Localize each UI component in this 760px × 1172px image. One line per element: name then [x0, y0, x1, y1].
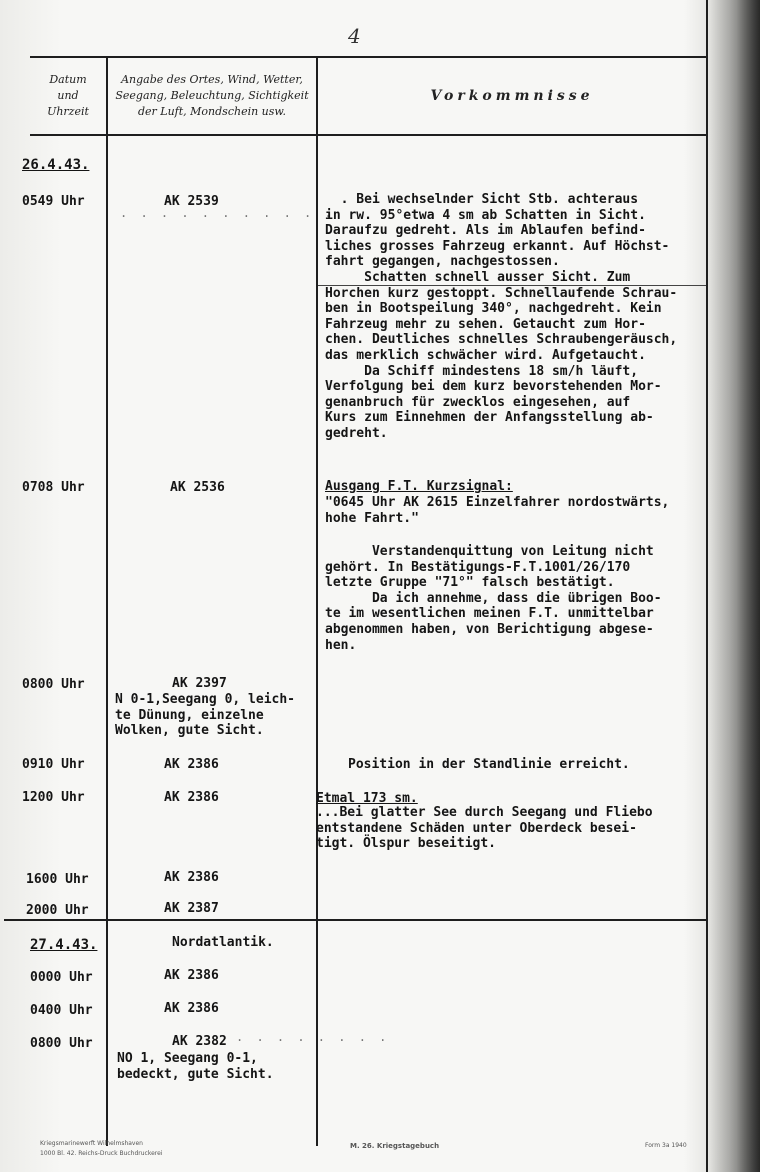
event-text-block [325, 495, 669, 526]
event-text: Position in der Standlinie erreicht. [348, 757, 630, 772]
header-place-col [108, 72, 316, 120]
event-title: Ausgang F.T. Kurzsignal: [325, 479, 513, 494]
footer-printer-line: 1000 Bl. 42. Reichs-Druck Buchdruckerei [40, 1150, 163, 1157]
event-line: gedreht. [325, 425, 388, 441]
event-line: gehört. In Bestätigungs-F.T.1001/26/170 [325, 559, 631, 575]
header-date-line: Uhrzeit [47, 105, 89, 118]
time-entry: 0549 Uhr [22, 194, 85, 209]
weather-line: Wolken, gute Sicht. [115, 723, 264, 739]
header-date-line: und [57, 89, 79, 102]
event-text-block [325, 544, 662, 653]
time-entry: 2000 Uhr [26, 903, 89, 918]
event-line: das merklich schwächer wird. Aufgetaucht. [325, 347, 646, 363]
event-line: . Bei wechselnder Sicht Stb. achteraus [325, 192, 639, 207]
area-entry: Nordatlantik. [172, 935, 274, 950]
event-line: in rw. 95°etwa 4 sm ab Schatten in Sicht. [325, 207, 646, 223]
time-entry: 0708 Uhr [22, 480, 85, 495]
position-entry: AK 2536 [170, 480, 225, 495]
time-entry: 1600 Uhr [26, 872, 89, 887]
time-entry: 0800 Uhr [22, 677, 85, 692]
event-line: hohe Fahrt." [325, 510, 419, 526]
table-top-rule [30, 56, 708, 58]
event-line: Verstandenquittung von Leitung nicht [325, 544, 654, 559]
column-divider-3 [706, 0, 708, 1172]
position-entry: AK 2397 [172, 676, 227, 691]
event-line: Da ich annehme, dass die übrigen Boo- [325, 590, 662, 606]
event-line: Da Schiff mindestens 18 sm/h läuft, [325, 363, 639, 379]
scan-edge-shadow [708, 0, 760, 1172]
weather-line: bedeckt, gute Sicht. [117, 1066, 274, 1082]
event-line: ...Bei glatter See durch Seegang und Fliebo [316, 805, 653, 820]
column-divider-1 [106, 56, 108, 1146]
event-line: Fahrzeug mehr zu sehen. Getaucht zum Hor- [325, 316, 646, 332]
footer-form-title: M. 26. Kriegstagebuch [350, 1142, 440, 1150]
time-entry: 0000 Uhr [30, 970, 93, 985]
event-text-block [325, 192, 677, 442]
header-bottom-rule [30, 134, 708, 136]
page-number: 4 [348, 24, 361, 48]
event-line: letzte Gruppe "71°" falsch bestätigt. [325, 575, 615, 591]
event-line: genanbruch für zwecklos eingesehen, auf [325, 394, 631, 410]
time-entry: 1200 Uhr [22, 790, 85, 805]
weather-text-block [115, 692, 295, 739]
header-date-line: Datum [49, 73, 87, 86]
event-line: ben in Bootspeilung 340°, nachgedreht. Kein [325, 301, 662, 317]
event-line: chen. Deutliches schnelles Schraubengeräusch, [325, 332, 678, 348]
position-entry: AK 2386 [164, 1001, 219, 1016]
event-line: liches grosses Fahrzeug erkannt. Auf Höchst- [325, 238, 670, 254]
event-line: Daraufzu gedreht. Als im Ablaufen befind- [325, 223, 646, 239]
faint-dots: . . . . . . . . . . . [120, 206, 335, 220]
event-line: Kurs zum Einnehmen der Anfangsstellung ab- [325, 410, 654, 426]
date-entry: 27.4.43. [30, 937, 98, 953]
event-line: "0645 Uhr AK 2615 Einzelfahrer nordostwärts, [325, 495, 670, 510]
header-date-col [30, 72, 106, 120]
event-line: abgenommen haben, von Berichtigung abgese- [325, 621, 654, 637]
weather-text-block [117, 1051, 274, 1082]
event-title: Etmal 173 sm. [316, 791, 418, 806]
position-entry: AK 2386 [164, 870, 219, 885]
weather-line: te Dünung, einzelne [115, 707, 264, 723]
event-line: Horchen kurz gestoppt. Schnellaufende Schrau- [325, 285, 678, 301]
footer-printer-line: Kriegsmarinewerft Wilhelmshaven [40, 1140, 143, 1147]
position-entry: AK 2387 [164, 901, 219, 916]
faint-dots: . . . . . . . . [236, 1030, 390, 1044]
event-line: fahrt gegangen, nachgestossen. [325, 254, 560, 270]
header-place-line: der Luft, Mondschein usw. [137, 105, 287, 118]
event-line: tigt. Ölspur beseitigt. [316, 836, 497, 852]
position-entry: AK 2539 [164, 194, 219, 209]
event-line: hen. [325, 637, 357, 653]
day-divider-rule [4, 919, 708, 921]
position-entry: AK 2386 [164, 757, 219, 772]
weather-line: NO 1, Seegang 0-1, [117, 1051, 258, 1066]
weather-line: N 0-1,Seegang 0, leich- [115, 692, 296, 707]
time-entry: 0910 Uhr [22, 757, 85, 772]
header-place-line: Seegang, Beleuchtung, Sichtigkeit [115, 89, 309, 102]
position-entry: AK 2386 [164, 968, 219, 983]
header-place-line: Angabe des Ortes, Wind, Wetter, [121, 73, 303, 86]
event-line: Schatten schnell ausser Sicht. Zum [325, 269, 631, 285]
event-text-block [316, 805, 653, 852]
time-entry: 0800 Uhr [30, 1036, 93, 1051]
event-line: Verfolgung bei dem kurz bevorstehenden Mor- [325, 379, 662, 395]
time-entry: 0400 Uhr [30, 1003, 93, 1018]
date-entry: 26.4.43. [22, 157, 90, 173]
position-entry: AK 2382 [172, 1034, 227, 1049]
position-entry: AK 2386 [164, 790, 219, 805]
event-line: entstandene Schäden unter Oberdeck besei- [316, 820, 637, 836]
header-events-col: Vorkommnisse [430, 88, 594, 104]
event-line: te im wesentlichen meinen F.T. unmittelbar [325, 606, 654, 622]
footer-form-number: Form 3a 1940 [645, 1142, 687, 1149]
